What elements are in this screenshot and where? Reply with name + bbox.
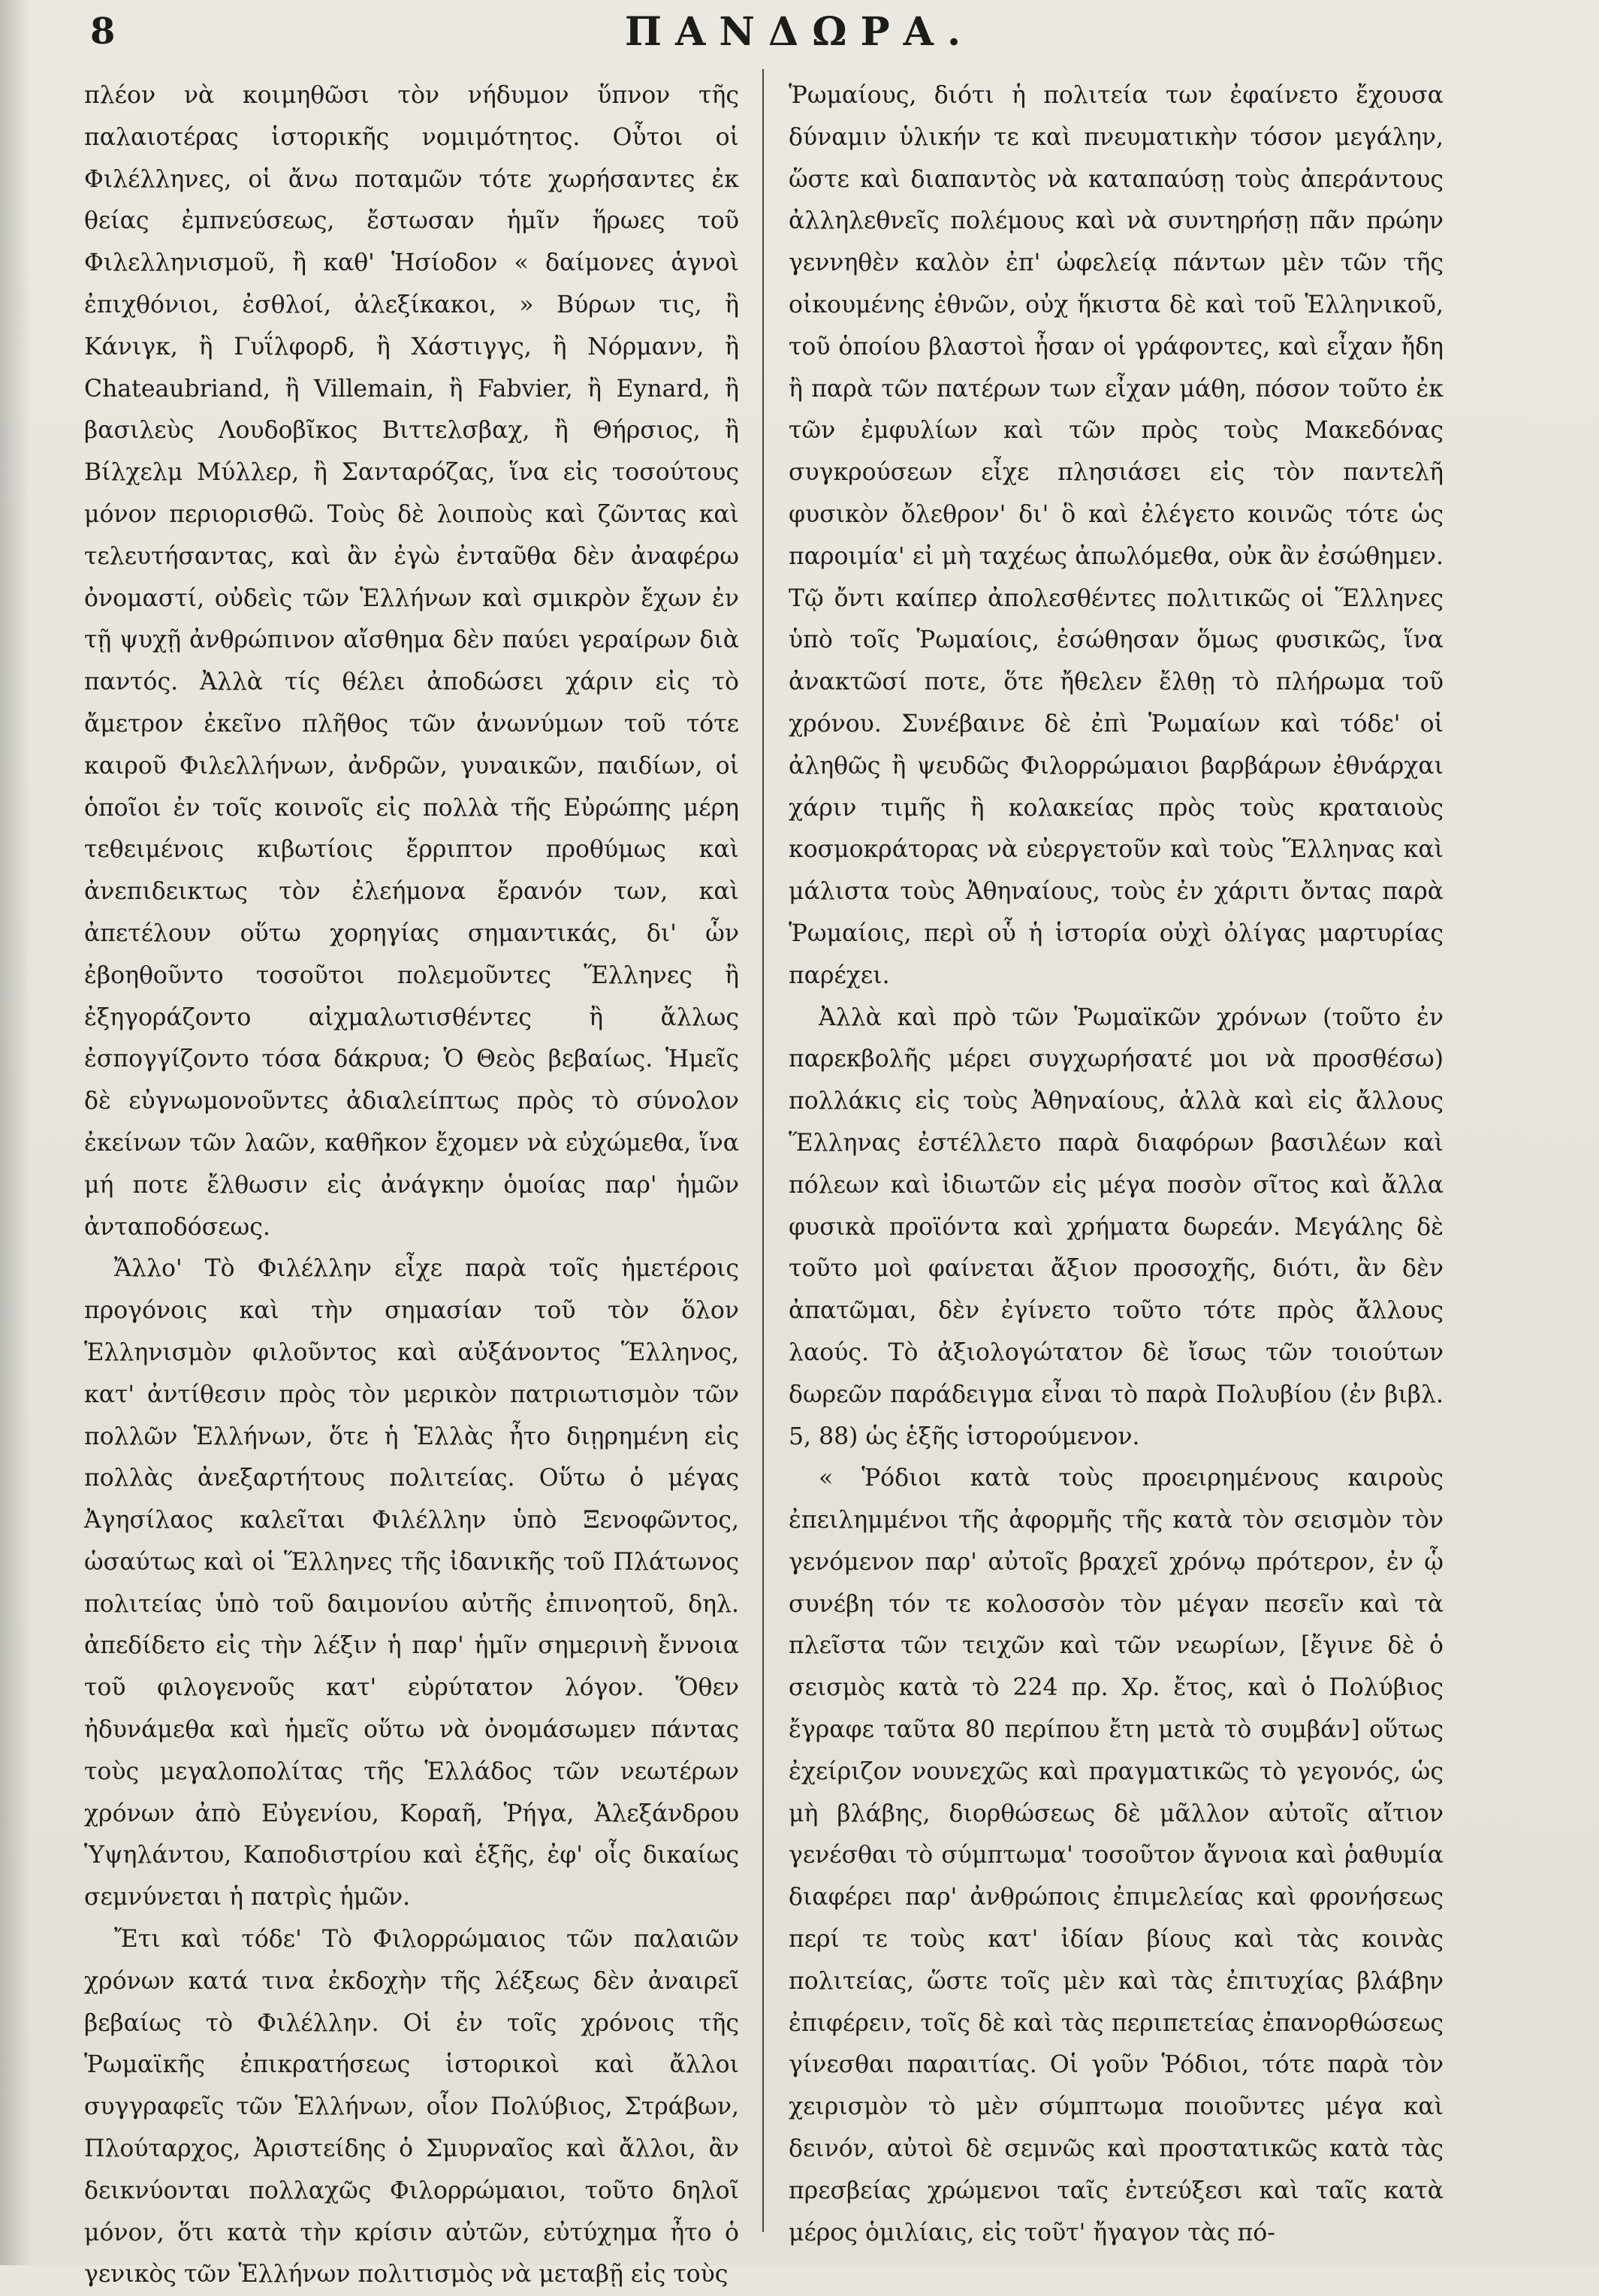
running-title: ΠΑΝΔΩΡΑ. bbox=[624, 9, 975, 55]
left-paragraph-2: Ἄλλο' Τὸ Φιλέλλην εἶχε παρὰ τοῖς ἡμετέροις προγόνοις καὶ τὴν σημασίαν τοῦ τὸν ὅλον Ἑλληνισμὸν φιλοῦντος καὶ αὐξάνοντος Ἕλληνος, κατ' ἀντίθεσιν πρὸς τὸν μερικὸν πατριωτισμὸν τῶν πολλῶν Ἑλλήνων, ὅτε ἡ Ἑλλὰς ἦτο διῃρημένη εἰς πολλὰς ἀνεξαρτήτους πολιτείας. Οὕτω ὁ μέγας Ἀγησίλαος καλεῖται Φιλέλλην ὑπὸ Ξενοφῶντος, ὡσαύτως καὶ οἱ Ἕλληνες τῆς ἰδανικῆς τοῦ Πλάτωνος πολιτείας ὑπὸ τοῦ δαιμονίου αὐτῆς ἐπινοητοῦ, δηλ. ἀπεδίδετο εἰς τὴν λέξιν ἡ παρ' ἡμῖν σημερινὴ ἔννοια τοῦ φιλογενοῦς κατ' εὐρύτατον λόγον. Ὅθεν ἠδυνάμεθα καὶ ἡμεῖς οὕτω νὰ ὀνομάσωμεν πάντας τοὺς μεγαλοπολίτας τῆς Ἑλλάδος τῶν νεωτέρων χρόνων ἀπὸ Εὐγενίου, Κοραῆ, Ῥήγα, Ἀλεξάνδρου Ὑψηλάντου, Καποδιστρίου καὶ ἑξῆς, ἐφ' οἷς δικαίως σεμνύνεται ἡ πατρὶς ἡμῶν. bbox=[84, 1255, 739, 1911]
right-paragraph-2: Ἀλλὰ καὶ πρὸ τῶν Ῥωμαϊκῶν χρόνων (τοῦτο ἐν παρεκβολῆς μέρει συγχωρήσατέ μοι νὰ προσθέσω) πολλάκις εἰς τοὺς Ἀθηναίους, ἀλλὰ καὶ εἰς ἄλλους Ἕλληνας ἐστέλλετο παρὰ διαφόρων βασιλέων καὶ πόλεων καὶ ἰδιωτῶν εἰς μέγα ποσὸν σῖτος καὶ ἄλλα φυσικὰ προϊόντα καὶ χρήματα δωρεάν. Μεγάλης δὲ τοῦτο μοὶ φαίνεται ἄξιον προσοχῆς, διότι, ἂν δὲν ἀπατῶμαι, δὲν ἐγίνετο τοῦτο τότε πρὸς ἄλλους λαούς. Τὸ ἀξιολογώτατον δὲ ἴσως τῶν τοιούτων δωρεῶν παράδειγμα εἶναι τὸ παρὰ Πολυβίου (ἐν βιβλ. 5, 88) ὡς ἑξῆς ἱστορούμενον. bbox=[789, 1003, 1444, 1450]
left-column bbox=[84, 75, 739, 2288]
gutter-shadow bbox=[0, 0, 30, 2265]
right-paragraph-3: « Ῥόδιοι κατὰ τοὺς προειρημένους καιροὺς ἐπειλημμένοι τῆς ἀφορμῆς τῆς κατὰ τὸν σεισμὸν τὸν γενόμενον παρ' αὐτοῖς βραχεῖ χρόνῳ πρότερον, ἐν ᾧ συνέβη τόν τε κολοσσὸν τὸν μέγαν πεσεῖν καὶ τὰ πλεῖστα τῶν τειχῶν καὶ τῶν νεωρίων, [ἔγινε δὲ ὁ σεισμὸς κατὰ τὸ 224 πρ. Χρ. ἔτος, καὶ ὁ Πολύβιος ἔγραφε ταῦτα 80 περίπου ἔτη μετὰ τὸ συμβάν] οὕτως ἐχείριζον νουνεχῶς καὶ πραγματικῶς τὸ γεγονός, ὡς μὴ βλάβης, διορθώσεως δὲ μᾶλλον αὐτοῖς αἴτιον γενέσθαι τὸ σύμπτωμα' τοσοῦτον ἄγνοια καὶ ῥαθυμία διαφέρει παρ' ἀνθρώποις ἐπιμελείας καὶ φρονήσεως περί τε τοὺς κατ' ἰδίαν βίους καὶ τὰς κοινὰς πολιτείας, ὥστε τοῖς μὲν καὶ τὰς ἐπιτυχίας βλάβην ἐπιφέρειν, τοῖς δὲ καὶ τὰς περιπετείας ἐπανορθώσεως γίνεσθαι παραιτίας. Οἱ γοῦν Ῥόδιοι, τότε παρὰ τὸν χειρισμὸν τὸ μὲν σύμπτωμα ποιοῦντες μέγα καὶ δεινόν, αὐτοὶ δὲ σεμνῶς καὶ προστατικῶς κατὰ τὰς πρεσβείας χρώμενοι ταῖς ἐντεύξεσι καὶ ταῖς κατὰ μέρος ὁμιλίαις, εἰς τοῦτ' ἤγαγον τὰς πό- bbox=[789, 1465, 1444, 2246]
right-paragraph-1: Ῥωμαίους, διότι ἡ πολιτεία των ἐφαίνετο ἔχουσα δύναμιν ὑλικήν τε καὶ πνευματικὴν τόσον μεγάλην, ὥστε καὶ διαπαντὸς νὰ καταπαύσῃ τοὺς ἀπεράντους ἀλληλεθνεῖς πολέμους καὶ νὰ συντηρήσῃ πᾶν πρώην γεννηθὲν καλὸν ἐπ' ὠφελείᾳ πάντων μὲν τῶν τῆς οἰκουμένης ἐθνῶν, οὐχ ἥκιστα δὲ καὶ τοῦ Ἑλληνικοῦ, τοῦ ὁποίου βλαστοὶ ἦσαν οἱ γράφοντες, καὶ εἶχαν ἤδη ἢ παρὰ τῶν πατέρων των εἶχαν μάθη, πόσον τοῦτο ἐκ τῶν ἐμφυλίων καὶ τῶν πρὸς τοὺς Μακεδόνας συγκρούσεων εἶχε πλησιάσει εἰς τὸν παντελῆ φυσικὸν ὄλεθρον' δι' ὃ καὶ ἐλέγετο κοινῶς τότε ὡς παροιμία' εἰ μὴ ταχέως ἀπωλόμεθα, οὐκ ἂν ἐσώθημεν. Τῷ ὄντι καίπερ ἀπολεσθέντες πολιτικῶς οἱ Ἕλληνες ὑπὸ τοῖς Ῥωμαίοις, ἐσώθησαν ὅμως φυσικῶς, ἵνα ἀνακτῶσί ποτε, ὅτε ἤθελεν ἔλθῃ τὸ πλήρωμα τοῦ χρόνου. Συνέβαινε δὲ ἐπὶ Ῥωμαίων καὶ τόδε' οἱ ἀληθῶς ἢ ψευδῶς Φιλορρώμαιοι βαρβάρων ἐθνάρχαι χάριν τιμῆς ἢ κολακείας πρὸς τοὺς κραταιοὺς κοσμοκράτορας νὰ εὐεργετοῦν καὶ τοὺς Ἕλληνας καὶ μάλιστα τοὺς Ἀθηναίους, τοὺς ἐν χάριτι ὄντας παρὰ Ῥωμαίοις, περὶ οὗ ἡ ἱστορία οὐχὶ ὀλίγας μαρτυρίας παρέχει. bbox=[789, 82, 1444, 989]
left-paragraph-1: πλέον νὰ κοιμηθῶσι τὸν νήδυμον ὕπνον τῆς παλαιοτέρας ἱστορικῆς νομιμότητος. Οὗτοι οἱ Φιλέλληνες, οἱ ἄνω ποταμῶν τότε χωρήσαντες ἐκ θείας ἐμπνεύσεως, ἔστωσαν ἡμῖν ἥρωες τοῦ Φιλελληνισμοῦ, ἢ καθ' Ἡσίοδον « δαίμονες ἁγνοὶ ἐπιχθόνιοι, ἐσθλοί, ἀλεξίκακοι, » Βύρων τις, ἢ Κάνιγκ, ἢ Γυΐλφορδ, ἢ Χάστιγγς, ἢ Νόρμανν, ἢ Chateaubriand, ἢ Villemain, ἢ Fabvier, ἢ Eynard, ἢ βασιλεὺς Λουδοβῖκος Βιττελσβαχ, ἢ Θήρσιος, ἢ Βίλχελμ Μύλλερ, ἢ Σανταρόζας, ἵνα εἰς τοσούτους μόνον περιορισθῶ. Τοὺς δὲ λοιποὺς καὶ ζῶντας καὶ τελευτήσαντας, καὶ ἂν ἐγὼ ἐνταῦθα δὲν ἀναφέρω ὀνομαστί, οὐδεὶς τῶν Ἑλλήνων καὶ σμικρὸν ἔχων ἐν τῇ ψυχῇ ἀνθρώπινον αἴσθημα δὲν παύει γεραίρων διὰ παντός. Ἀλλὰ τίς θέλει ἀποδώσει χάριν εἰς τὸ ἄμετρον ἐκεῖνο πλῆθος τῶν ἀνωνύμων τοῦ τότε καιροῦ Φιλελλήνων, ἀνδρῶν, γυναικῶν, παιδίων, οἱ ὁποῖοι ἐν τοῖς κοινοῖς εἰς πολλὰ τῆς Εὐρώπης μέρη τεθειμένοις κιβωτίοις ἔρριπτον προθύμως καὶ ἀνεπιδεικτως τὸν ἐλεήμονα ἔρανόν των, καὶ ἀπετέλουν οὕτω χορηγίας σημαντικάς, δι' ὧν ἐβοηθοῦντο τοσοῦτοι πολεμοῦντες Ἕλληνες ἢ ἐξηγοράζοντο αἰχμαλωτισθέντες ἢ ἄλλως ἐσπογγίζοντο τόσα δάκρυα; Ὁ Θεὸς βεβαίως. Ἡμεῖς δὲ εὐγνωμονοῦντες ἀδιαλείπτως πρὸς τὸ σύνολον ἐκείνων τῶν λαῶν, καθῆκον ἔχομεν νὰ εὐχώμεθα, ἵνα μή ποτε ἔλθωσιν εἰς ἀνάγκην ὁμοίας παρ' ἡμῶν ἀνταποδόσεως. bbox=[84, 82, 739, 1241]
left-paragraph-3: Ἔτι καὶ τόδε' Τὸ Φιλορρώμαιος τῶν παλαιῶν χρόνων κατά τινα ἐκδοχὴν τῆς λέξεως δὲν ἀναιρεῖ βεβαίως τὸ Φιλέλλην. Οἱ ἐν τοῖς χρόνοις τῆς Ῥωμαϊκῆς ἐπικρατήσεως ἱστορικοὶ καὶ ἄλλοι συγγραφεῖς τῶν Ἑλλήνων, οἷον Πολύβιος, Στράβων, Πλούταρχος, Ἀριστείδης ὁ Σμυρναῖος καὶ ἄλλοι, ἂν δεικνύονται πολλαχῶς Φιλορρώμαιοι, τοῦτο δηλοῖ μόνον, ὅτι κατὰ τὴν κρίσιν αὐτῶν, εὐτύχημα ἦτο ὁ γενικὸς τῶν Ἑλλήνων πολιτισμὸς νὰ μεταβῇ εἰς τοὺς bbox=[84, 1926, 739, 2288]
page-number: 8 bbox=[90, 11, 116, 53]
right-column bbox=[789, 75, 1444, 2253]
column-divider bbox=[762, 69, 764, 2232]
